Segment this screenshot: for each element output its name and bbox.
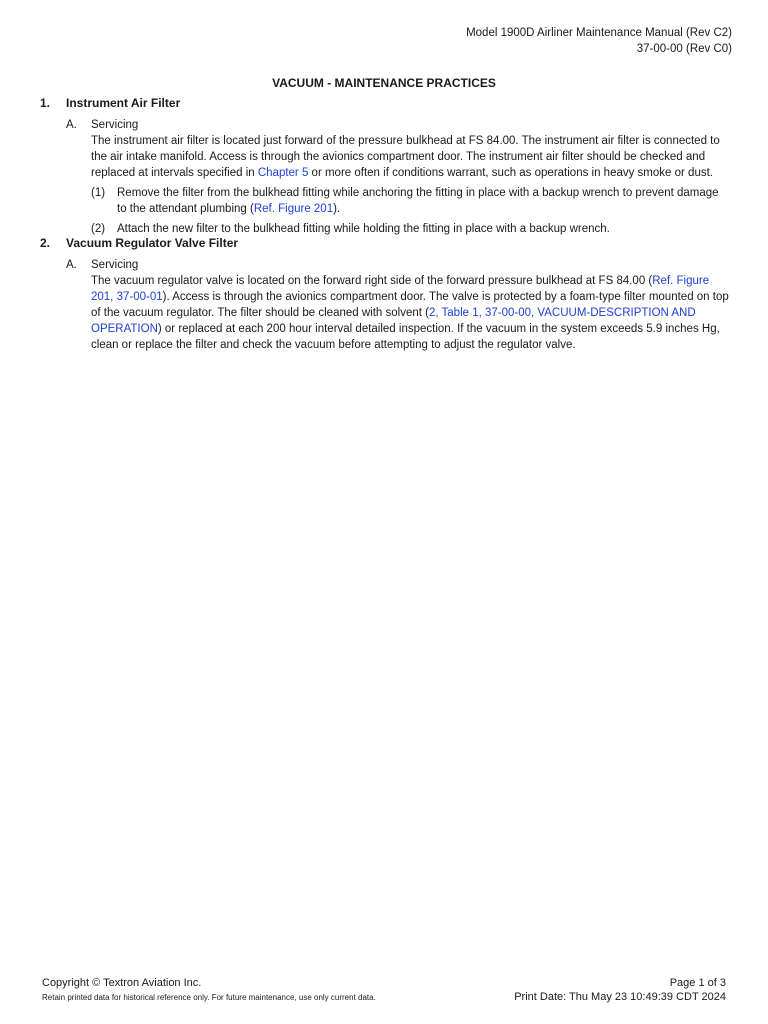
section-instrument-air-filter (40, 95, 730, 237)
footer-right (514, 976, 726, 1004)
section-number: 1. (40, 96, 51, 110)
step-text: Attach the new filter to the bulkhead fitting while holding the fitting in place with a backup wrench. (117, 223, 610, 235)
figure-201-link[interactable]: Ref. Figure 201 (253, 203, 334, 215)
page-title: VACUUM - MAINTENANCE PRACTICES (272, 76, 496, 90)
section-title: Vacuum Regulator Valve Filter (66, 236, 239, 250)
retain-notice: Retain printed data for historical reference only. For future maintenance, use only current data. (42, 993, 376, 1002)
step-text (117, 185, 730, 217)
section-number: 2. (40, 236, 51, 250)
manual-title: Model 1900D Airliner Maintenance Manual (Rev C2) (466, 27, 732, 39)
figure-201-37-00-01-link[interactable]: Ref. Figure 201, 37-00-01 (91, 275, 710, 303)
copyright-notice: Copyright © Textron Aviation Inc. (42, 977, 202, 989)
paragraph-text: or more often if conditions warrant, such as operations in heavy smoke or dust. (308, 167, 713, 179)
vacuum-description-table-link[interactable]: 2, Table 1, 37-00-00, VACUUM-DESCRIPTION AND OPERATION (91, 307, 696, 335)
footer-left (42, 976, 376, 1004)
section-vacuum-regulator-valve-filter (40, 235, 730, 353)
page-number: Page 1 of 3 (669, 977, 726, 989)
subsection-letter: A. (66, 119, 77, 131)
subsection-heading (66, 117, 730, 133)
section-title: Instrument Air Filter (66, 96, 181, 110)
subsection-title: Servicing (91, 119, 139, 131)
section-heading (40, 235, 730, 251)
paragraph-text: ) or replaced at each 200 hour interval detailed inspection. If the vacuum in the system exceeds 5.9 inches Hg, clean or replace the filter and check the vacuum before attempting to adjust the regulator valve. (91, 323, 720, 351)
chapter-5-link[interactable]: Chapter 5 (257, 167, 309, 179)
step-number: (1) (91, 187, 106, 199)
step-item (91, 185, 730, 217)
page-header (466, 25, 732, 57)
chapter-revision: 37-00-00 (Rev C0) (636, 43, 732, 55)
subsection-title: Servicing (91, 259, 139, 271)
section-heading (40, 95, 730, 111)
servicing-paragraph (91, 133, 730, 181)
paragraph-text: ). Access is through the avionics compartment door. The valve is protected by a foam-type filter mounted on top of the vacuum regulator. The filter should be cleaned with solvent ( (91, 291, 729, 319)
print-date: Print Date: Thu May 23 10:49:39 CDT 2024 (514, 991, 726, 1003)
subsection-heading (66, 257, 730, 273)
paragraph-text: The instrument air filter is located just forward of the pressure bulkhead at FS 84.00. The instrument air filter is connected to the air intake manifold. Access is through the avionics compartment door. The instrument air filter should be checked and replaced at intervals specified in (91, 135, 720, 179)
servicing-paragraph (91, 273, 730, 353)
step-text-part: ). (333, 203, 341, 215)
subsection-letter: A. (66, 259, 77, 271)
step-number: (2) (91, 223, 106, 235)
paragraph-text: The vacuum regulator valve is located on the forward right side of the forward pressure bulkhead at FS 84.00 ( (91, 275, 653, 287)
step-text-part: Remove the filter from the bulkhead fitting while anchoring the fitting in place with a backup wrench to prevent damage to the attendant plumbing ( (117, 187, 719, 215)
